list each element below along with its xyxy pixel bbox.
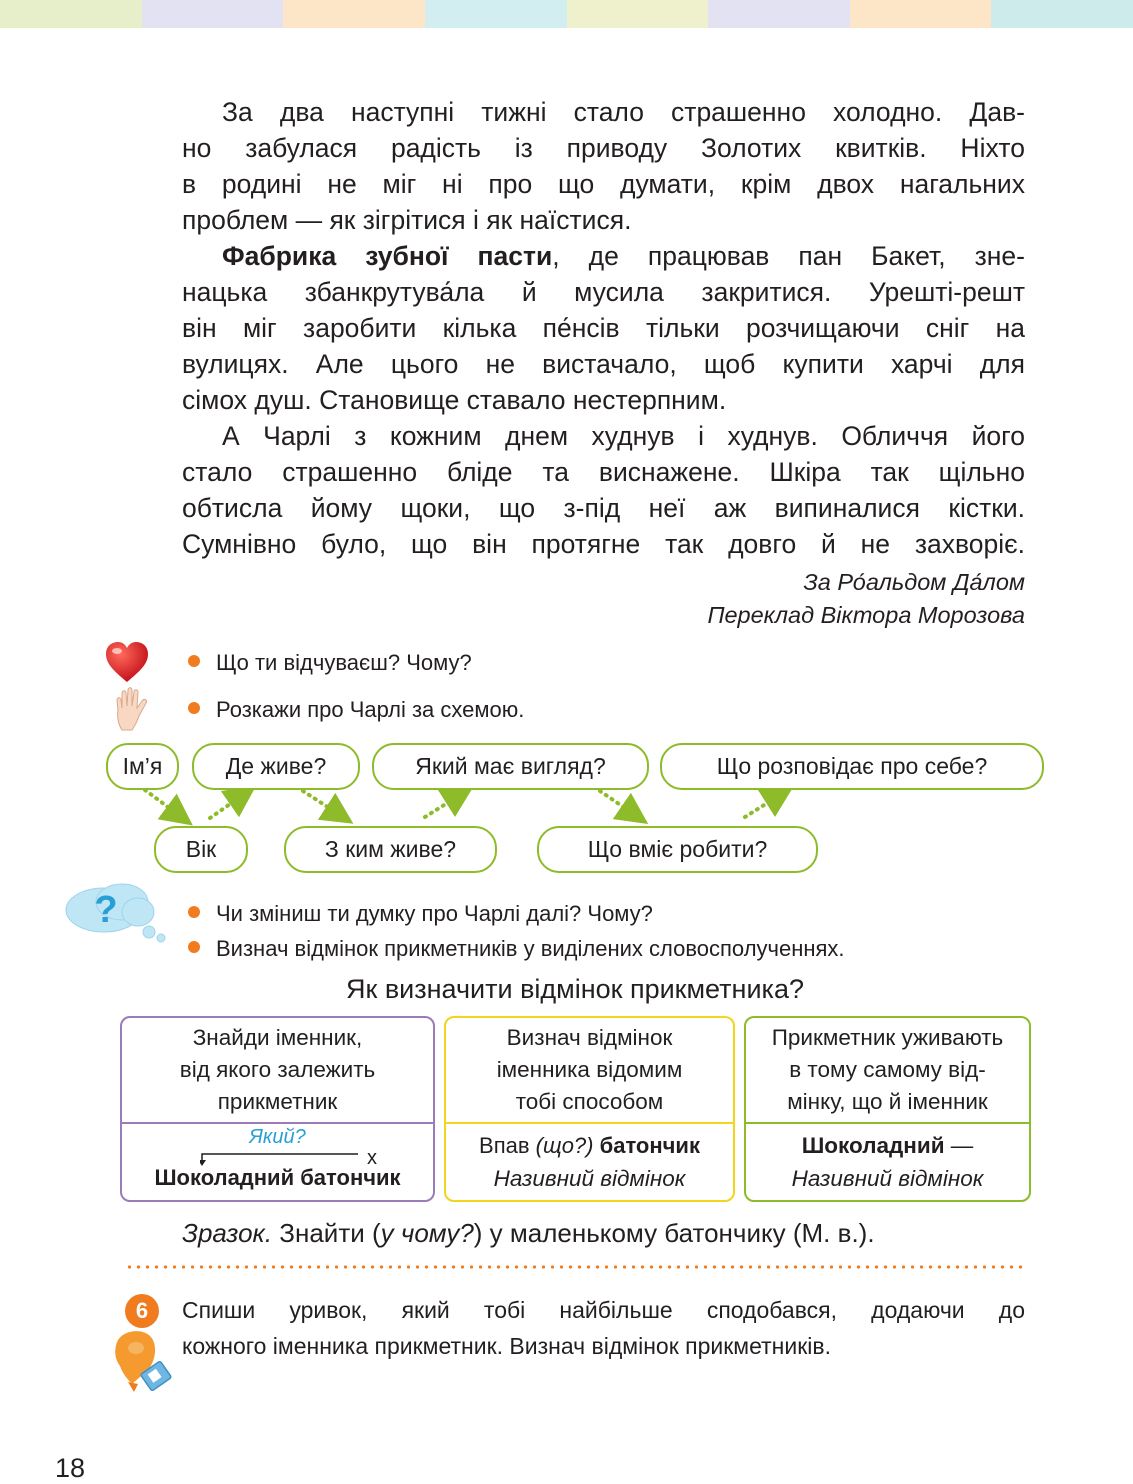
scheme-arrow bbox=[745, 795, 780, 817]
question-item bbox=[188, 901, 653, 927]
example-label: Зразок. bbox=[182, 1218, 273, 1248]
question-item bbox=[188, 936, 845, 962]
scheme-node: З ким живе? bbox=[284, 826, 497, 873]
scheme-node: Ім’я bbox=[106, 743, 179, 790]
story-line: в родині не міг ні про що думати, крім двох нагальних bbox=[182, 169, 1025, 199]
adjective: Шоколадний bbox=[801, 1133, 945, 1158]
dash: — bbox=[944, 1133, 974, 1158]
rule-box-text bbox=[446, 1022, 733, 1118]
scheme-arrow bbox=[145, 790, 180, 816]
task-number-badge: 6 bbox=[125, 1294, 159, 1328]
rule-line: Знайди іменник, bbox=[192, 1025, 363, 1050]
story-line: Сумнівно було, що він протягне так довго й не захворіє. bbox=[182, 529, 1025, 559]
story-line: нацька збанкрутува́ла й мусила закритися. Урешті-решт bbox=[182, 277, 1025, 307]
scheme-node: Що вміє робити? bbox=[537, 826, 818, 873]
divider bbox=[446, 1122, 733, 1124]
question-text: Розкажи про Чарлі за схемою. bbox=[216, 697, 525, 722]
example-text: Знайти ( bbox=[272, 1218, 381, 1248]
scheme-node: Вік bbox=[154, 826, 248, 873]
writing-pencil-icon bbox=[110, 1326, 174, 1396]
story-line: За два наступні тижні стало страшенно холодно. Дав- bbox=[222, 97, 1025, 127]
example-line bbox=[182, 1218, 875, 1249]
scheme-arrow bbox=[303, 791, 340, 815]
scheme-arrow bbox=[210, 795, 243, 818]
rule-line: Прикметник уживають bbox=[771, 1025, 1004, 1050]
scheme-node: Який має вигляд? bbox=[372, 743, 649, 790]
rule-box-2 bbox=[444, 1016, 735, 1202]
rule-box-text bbox=[746, 1022, 1029, 1118]
bullet-dot bbox=[188, 941, 200, 953]
task-text bbox=[182, 1295, 1025, 1362]
scheme-arrow bbox=[425, 795, 460, 817]
example-phrase: Шоколадний батончик bbox=[154, 1165, 401, 1190]
rule-box-3 bbox=[744, 1016, 1031, 1202]
rule-heading: Як визначити відмінок прикметника? bbox=[346, 974, 804, 1004]
story-line: А Чарлі з кожним днем худнув і худнув. Обличчя його bbox=[222, 421, 1025, 451]
example-phrase bbox=[446, 1130, 733, 1162]
story-line: стало страшенно бліде та виснажене. Шкіра так щільно bbox=[182, 457, 1025, 487]
story-line: обтисла йому щоки, що з-під неї аж випиналися кістки. bbox=[182, 493, 1025, 523]
story-line: сімох душ. Становище ставало нестерпним. bbox=[182, 385, 727, 415]
rule-line: мінку, що й іменник bbox=[787, 1089, 988, 1114]
dotted-divider bbox=[125, 1265, 1025, 1269]
story-translator: Переклад Віктора Морозова bbox=[707, 602, 1025, 628]
rule-box-1 bbox=[120, 1016, 435, 1202]
question-cloud-icon bbox=[62, 880, 172, 944]
page-number: 18 bbox=[55, 1453, 86, 1483]
story-line: проблем — як зігрітися і як наїстися. bbox=[182, 205, 632, 235]
story-line: він міг заробити кілька пе́нсів тільки розчищаючи сніг на bbox=[182, 313, 1025, 343]
story-author: За Ро́альдом Да́лом bbox=[803, 569, 1025, 595]
highlighted-phrase: Фабрика зубної пасти bbox=[222, 241, 553, 271]
noun: батончик bbox=[599, 1133, 700, 1158]
question-text: Чи зміниш ти думку про Чарлі далі? Чому? bbox=[216, 901, 653, 926]
question-text: Що ти відчуваєш? Чому? bbox=[216, 650, 472, 675]
case-name: Називний відмінок bbox=[493, 1166, 686, 1191]
story-line: вулицях. Але цього не вистачало, щоб купити харчі для bbox=[182, 349, 1025, 379]
example-question: у чому? bbox=[380, 1218, 474, 1248]
rule-line: прикметник bbox=[217, 1089, 338, 1114]
rule-line: Визнач відмінок bbox=[506, 1025, 673, 1050]
question-word: Який? bbox=[249, 1126, 306, 1148]
example-phrase bbox=[746, 1130, 1029, 1162]
question-mark: ? bbox=[94, 889, 118, 931]
divider bbox=[122, 1122, 433, 1124]
example-text: ) у маленькому батончику (М. в.). bbox=[473, 1218, 875, 1248]
rule-line: іменника відомим bbox=[496, 1057, 683, 1082]
story-line: но забулася радість із приводу Золотих квитків. Ніхто bbox=[182, 133, 1025, 163]
rule-line: від якого залежить bbox=[179, 1057, 376, 1082]
divider bbox=[746, 1122, 1029, 1124]
case-name: Називний відмінок bbox=[791, 1166, 984, 1191]
bullet-dot bbox=[188, 906, 200, 918]
scheme-node: Де живе? bbox=[192, 743, 360, 790]
task-line: Спиши уривок, який тобі найбільше сподобався, додаючи до bbox=[182, 1297, 1025, 1323]
case-question: (що?) bbox=[535, 1133, 594, 1158]
scheme-arrow bbox=[600, 791, 635, 815]
task-line: кожного іменника прикметник. Визнач відмінок прикметників. bbox=[182, 1333, 832, 1359]
head-word-mark: х bbox=[367, 1147, 377, 1169]
verb: Впав bbox=[479, 1133, 536, 1158]
rule-box-text bbox=[122, 1022, 433, 1118]
story-line-rest: , де працював пан Бакет, зне- bbox=[552, 241, 1025, 271]
scheme-node: Що розповідає про себе? bbox=[660, 743, 1044, 790]
rule-line: тобі способом bbox=[515, 1089, 664, 1114]
rule-line: в тому самому від- bbox=[789, 1057, 986, 1082]
question-text: Визнач відмінок прикметників у виділених словосполученнях. bbox=[216, 936, 845, 961]
